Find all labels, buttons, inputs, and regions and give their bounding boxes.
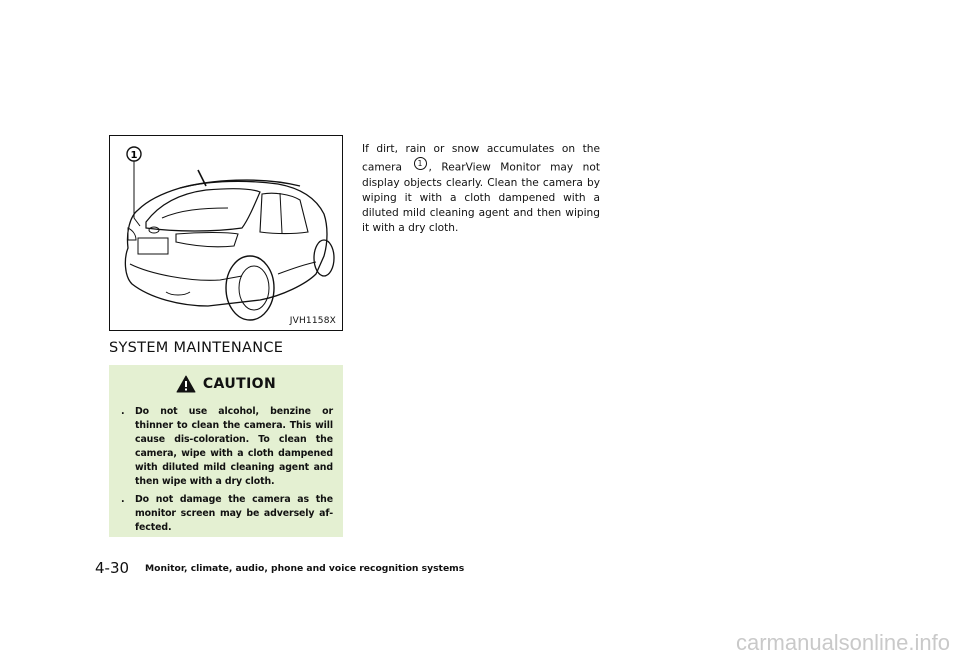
body-paragraph: [362, 142, 600, 236]
bullet: .: [121, 494, 125, 505]
chapter-title: Monitor, climate, audio, phone and voice recognition systems: [145, 563, 465, 574]
caution-title: CAUTION: [202, 376, 277, 392]
caution-item-text: Do not use alcohol, benzine or thinner to clean the camera. This will cause dis-coloration. To clean the camera, wipe with a cloth dampened with diluted mild cleaning agent and then wipe with a dry cloth.: [135, 406, 333, 487]
warning-triangle-icon: [176, 375, 196, 393]
rear-camera-car-drawing: [110, 136, 344, 332]
caution-list: [119, 405, 333, 539]
vehicle-illustration-figure: [109, 135, 343, 331]
camera-callout-ref: 1: [414, 157, 427, 170]
caution-box: [109, 365, 343, 537]
figure-callout-number: 1: [130, 150, 138, 161]
body-text-before: If dirt, rain or snow accumulates on the camera: [362, 143, 600, 174]
figure-code: JVH1158X: [289, 316, 336, 326]
section-title: SYSTEM MAINTENANCE: [109, 340, 284, 356]
bullet: .: [121, 406, 125, 417]
page-number: 4-30: [95, 559, 130, 577]
body-text-after: , RearView Monitor may not display objects clearly. Clean the camera by wiping it with a cloth dampened with a diluted mild cleaning agent and then wiping it with a dry cloth.: [362, 161, 600, 234]
caution-header: [109, 373, 343, 395]
caution-item: [119, 493, 333, 535]
watermark: carmanualsonline.info: [735, 630, 950, 655]
caution-item-text: Do not damage the camera as the monitor screen may be adversely af-fected.: [135, 494, 333, 533]
caution-item: [119, 405, 333, 489]
